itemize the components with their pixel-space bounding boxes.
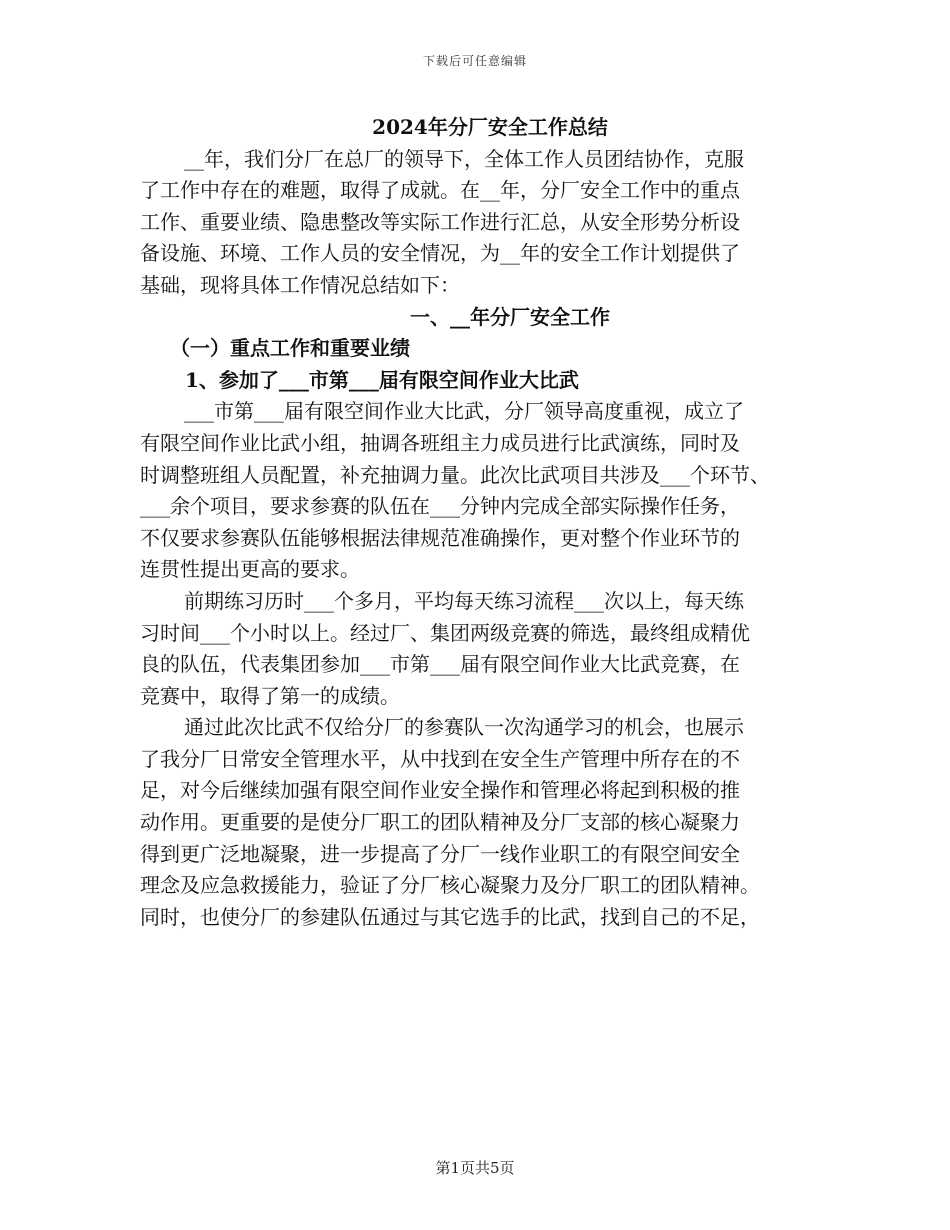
- section-heading-1: 一、__年分厂安全工作: [410, 304, 610, 329]
- para1-line-4: ___余个项目，要求参赛的队伍在___分钟内完成全部实际操作任务，: [140, 494, 740, 519]
- item-heading-1: 1、参加了___市第___届有限空间作业大比武: [185, 367, 579, 392]
- intro-line-1: __年，我们分厂在总厂的领导下，全体工作人员团结协作，克服: [184, 146, 744, 171]
- intro-line-3: 工作、重要业绩、隐患整改等实际工作进行汇总，从安全形势分析设: [140, 209, 740, 234]
- para3-line-2: 了我分厂日常安全管理水平，从中找到在安全生产管理中所存在的不: [140, 746, 740, 771]
- para3-line-1: 通过此次比武不仅给分厂的参赛队一次沟通学习的机会，也展示: [184, 715, 744, 740]
- intro-line-2: 了工作中存在的难题，取得了成就。在__年，分厂安全工作中的重点: [140, 178, 740, 203]
- para3-line-7: 同时，也使分厂的参建队伍通过与其它选手的比武，找到自己的不足，: [140, 904, 760, 929]
- document-title: 2024年分厂安全工作总结: [372, 115, 608, 139]
- page-footer: 第1页共5页: [435, 1159, 515, 1177]
- para2-line-4: 竞赛中，取得了第一的成绩。: [140, 683, 400, 708]
- para1-line-3: 时调整班组人员配置，补充抽调力量。此次比武项目共涉及___个环节、: [140, 462, 770, 487]
- para2-line-2: 习时间___个小时以上。经过厂、集团两级竞赛的筛选，最终组成精优: [140, 620, 750, 645]
- para3-line-5: 得到更广泛地凝聚，进一步提高了分厂一线作业职工的有限空间安全: [140, 841, 740, 866]
- para1-line-5: 不仅要求参赛队伍能够根据法律规范准确操作，更对整个作业环节的: [140, 525, 740, 550]
- document-body: [140, 112, 820, 933]
- intro-line-5: 基础，现将具体工作情况总结如下：: [140, 272, 460, 297]
- subsection-heading-1: （一）重点工作和重要业绩: [170, 336, 410, 361]
- para1-line-1: ___市第___届有限空间作业大比武，分厂领导高度重视，成立了: [184, 399, 744, 424]
- para2-line-3: 良的队伍，代表集团参加___市第___届有限空间作业大比武竞赛，在: [140, 652, 740, 677]
- para1-line-2: 有限空间作业比武小组，抽调各班组主力成员进行比武演练，同时及: [140, 430, 740, 455]
- para3-line-3: 足，对今后继续加强有限空间作业安全操作和管理必将起到积极的推: [140, 778, 740, 803]
- para1-line-6: 连贯性提出更高的要求。: [140, 557, 360, 582]
- para3-line-6: 理念及应急救援能力，验证了分厂核心凝聚力及分厂职工的团队精神。: [140, 873, 760, 898]
- intro-line-4: 备设施、环境、工作人员的安全情况，为__年的安全工作计划提供了: [140, 241, 740, 266]
- page-header: 下载后可任意编辑: [422, 54, 527, 68]
- para2-line-1: 前期练习历时___个多月，平均每天练习流程___次以上，每天练: [184, 588, 744, 613]
- para3-line-4: 动作用。更重要的是使分厂职工的团队精神及分厂支部的核心凝聚力: [140, 810, 740, 835]
